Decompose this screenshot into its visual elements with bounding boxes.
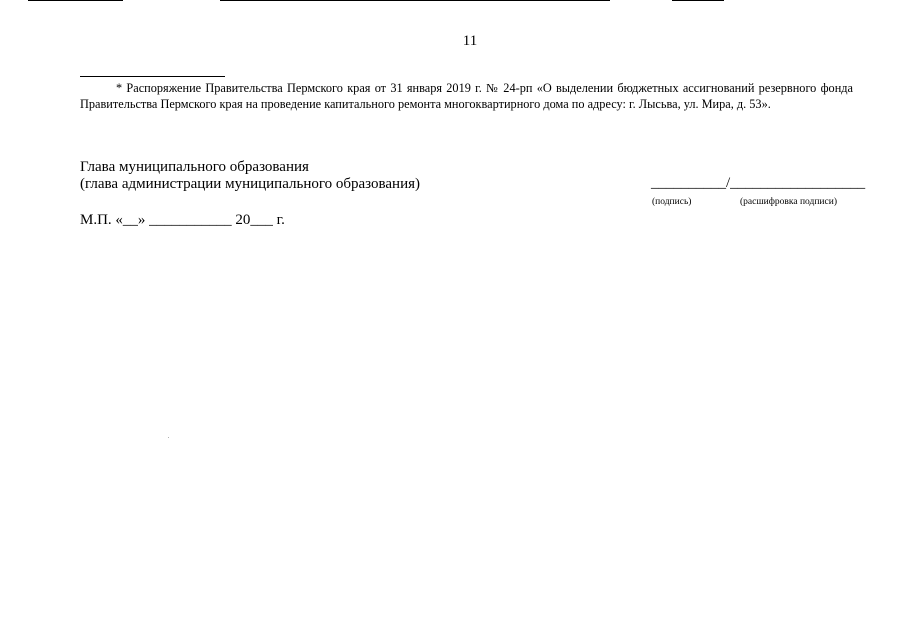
top-edge-rule [220, 0, 610, 1]
footnote-separator [80, 76, 225, 77]
signature-decoding-caption: (расшифровка подписи) [740, 197, 837, 207]
signature-line: __________/__________________ [651, 175, 866, 191]
signer-title: Глава муниципального образования [80, 159, 309, 175]
scan-speck [168, 437, 169, 438]
signature-caption: (подпись) [652, 197, 692, 207]
top-edge-rule [672, 0, 724, 1]
page-number: 11 [462, 33, 478, 49]
top-edge-rule [28, 0, 123, 1]
seal-date-line: М.П. «__» ___________ 20___ г. [80, 212, 285, 228]
signer-subtitle: (глава администрации муниципального образования) [80, 176, 420, 192]
footnote-text: * Распоряжение Правительства Пермского края от 31 января 2019 г. № 24-рп «О выделении бюджетных ассигнований резервного фонда Правительства Пермского края на проведение капитального ремонта многоквартирного дома по адресу: г. Лысьва, ул. Мира, д. 53». [80, 81, 853, 111]
